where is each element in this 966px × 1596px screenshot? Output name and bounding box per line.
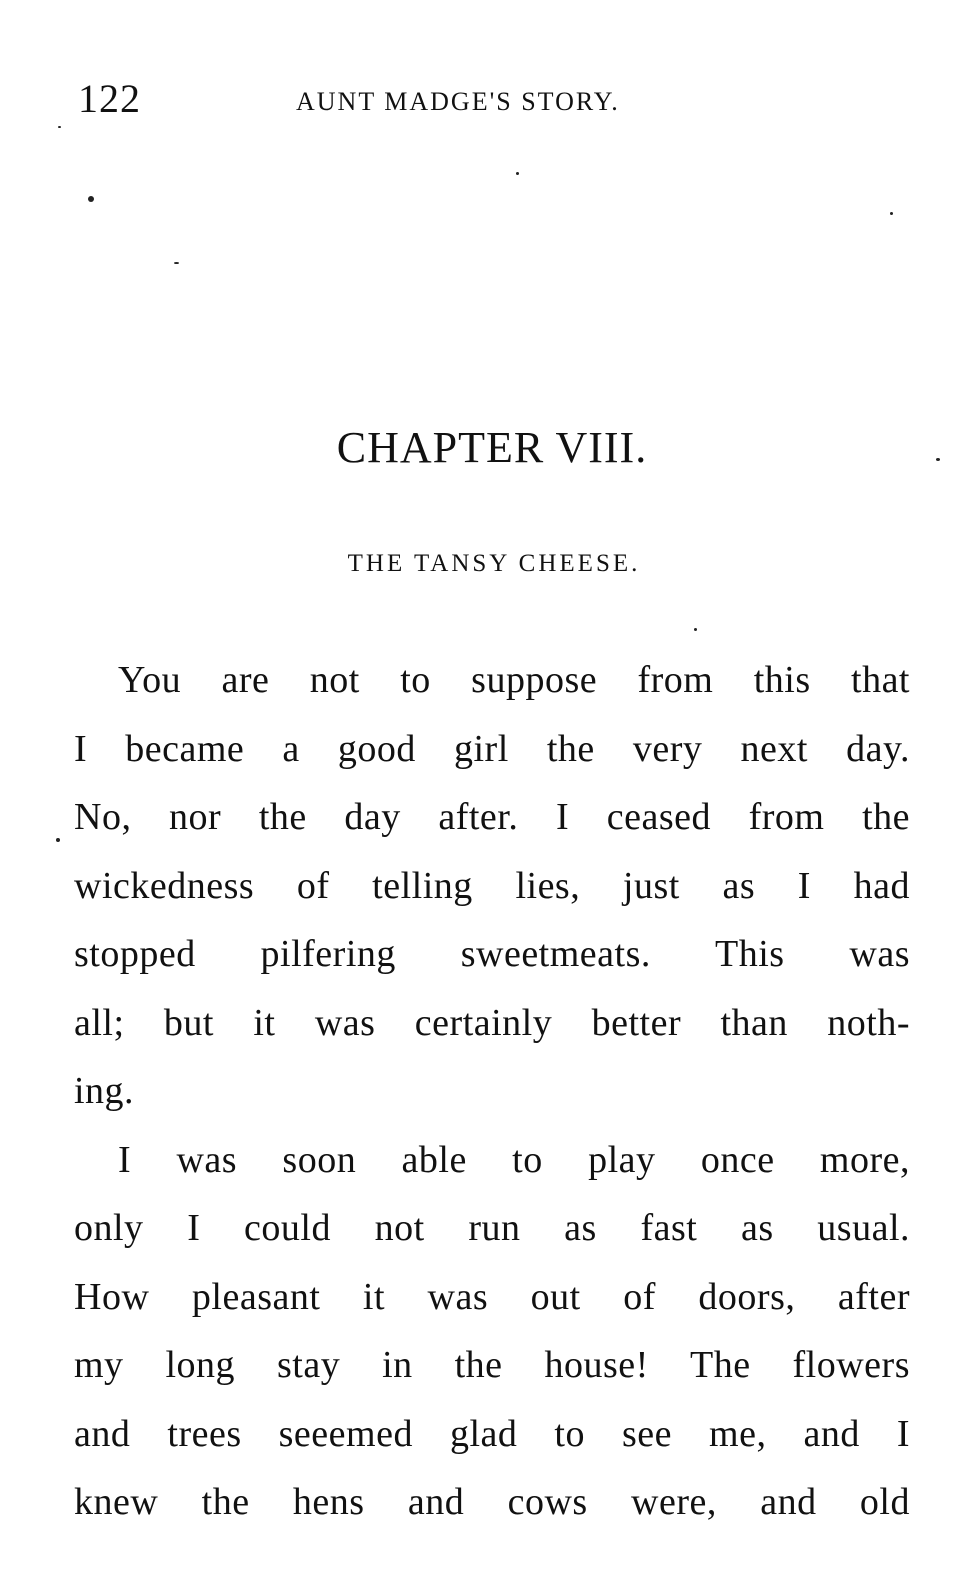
scan-speck [694, 628, 697, 631]
text-line: all; but it was certainly better than noth- [74, 1001, 910, 1044]
chapter-heading-text: CHAPTER VIII. [336, 423, 648, 472]
text-line: only I could not run as fast as usual. [74, 1207, 910, 1249]
scan-speck [516, 172, 519, 175]
body-text [74, 646, 910, 1537]
text-line: ing. [74, 1070, 135, 1112]
text-line: No, nor the day after. I ceased from the [74, 796, 910, 838]
text-line: stopped pilfering sweetmeats. This was [74, 933, 910, 975]
running-head [78, 74, 708, 124]
page-number: 122 [78, 76, 141, 121]
running-title: AUNT MADGE'S STORY. [296, 87, 620, 116]
text-line: I became a good girl the very next day. [74, 727, 910, 770]
scan-speck [58, 126, 61, 128]
scan-speck [174, 262, 179, 264]
scan-speck [936, 458, 940, 461]
scan-speck [88, 196, 94, 202]
text-line: and trees seeemed glad to see me, and I [74, 1412, 910, 1455]
text-line: my long stay in the house! The flowers [74, 1344, 910, 1386]
chapter-subtitle [0, 546, 966, 582]
chapter-subtitle-text: THE TANSY CHEESE. [347, 550, 641, 577]
text-line: knew the hens and cows were, and old [74, 1481, 910, 1523]
text-line: wickedness of telling lies, just as I had [74, 864, 910, 907]
text-line: How pleasant it was out of doors, after [74, 1275, 910, 1318]
text-line: I was soon able to play once more, [118, 1138, 910, 1181]
text-line: You are not to suppose from this that [118, 659, 910, 701]
scan-speck [890, 212, 893, 215]
scan-speck [56, 838, 60, 842]
chapter-heading [0, 420, 966, 476]
